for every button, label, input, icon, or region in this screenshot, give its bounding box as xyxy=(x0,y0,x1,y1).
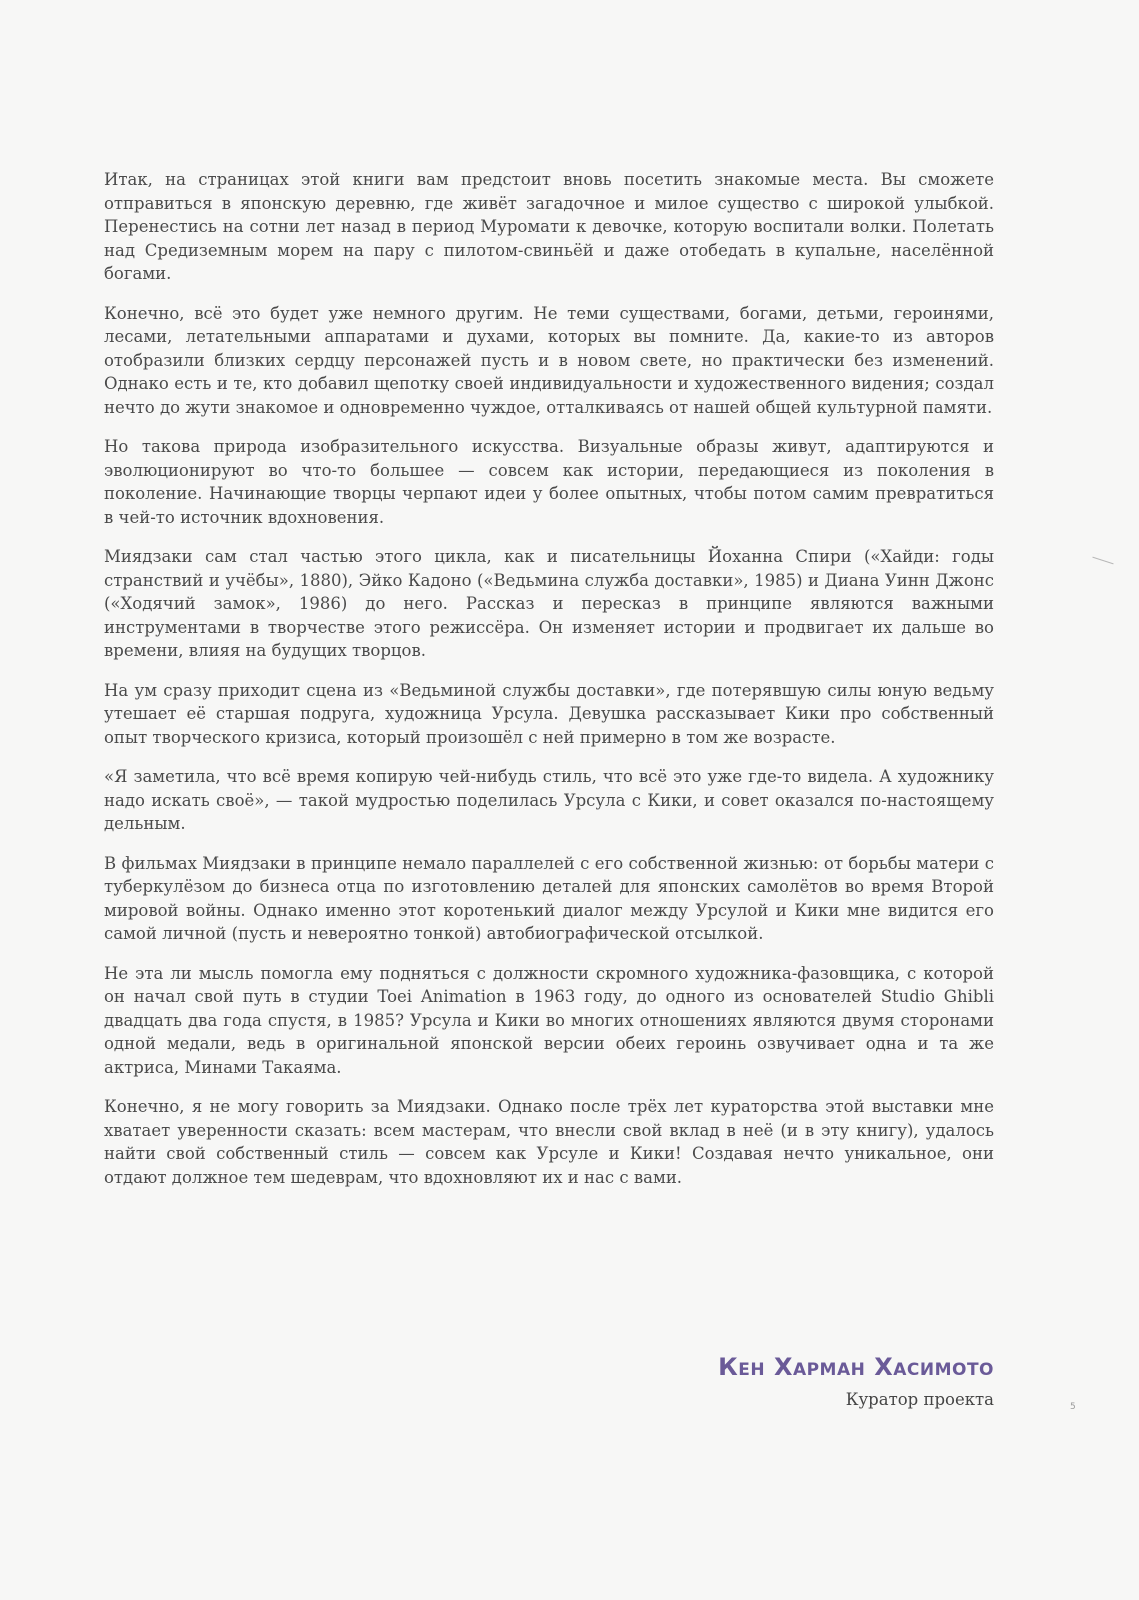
body-text xyxy=(104,168,994,1205)
page-edge-mark xyxy=(1092,557,1113,565)
paragraph: В фильмах Миядзаки в принципе немало параллелей с его собственной жизнью: от борьбы матери с туберкулёзом до бизнеса отца по изготовлению деталей для японских самолётов во время Второй мировой войны. Однако именно этот коротенький диалог между Урсулой и Кики мне видится его самой личной (пусть и невероятно тонкой) автобиографической отсылкой. xyxy=(104,853,994,943)
signature-block xyxy=(718,1352,994,1412)
paragraph: Не эта ли мысль помогла ему подняться с должности скромного художника-фазовщика, с которой он начал свой путь в студии Toei Animation в 1963 году, до одного из основателей Studio Ghibli двадцать два года спустя, в 1985? Урсула и Кики во многих отношениях являются двумя сторонами одной медали, ведь в оригинальной японской версии обеих героинь озвучивает одна и та же актриса, Минами Такаяма. xyxy=(104,963,994,1077)
paragraph: Миядзаки сам стал частью этого цикла, как и писательницы Йоханна Спири («Хайди: годы странствий и учёбы», 1880), Эйко Кадоно («Ведьмина служба доставки», 1985) и Диана Уинн Джонс («Ходячий замок», 1986) до него. Рассказ и пересказ в принципе являются важными инструментами в творчестве этого режиссёра. Он изменяет истории и продвигает их дальше во времени, влияя на будущих творцов. xyxy=(104,547,994,660)
paragraph: Но такова природа изобразительного искусства. Визуальные образы живут, адаптируются и эволюционируют во что-то большее — совсем как истории, передающиеся из поколения в поколение. Начинающие творцы черпают идеи у более опытных, чтобы потом самим превратиться в чей-то источник вдохновения. xyxy=(104,437,994,527)
page-number: 5 xyxy=(1070,1402,1076,1412)
paragraph: Конечно, всё это будет уже немного другим. Не теми существами, богами, детьми, героинями, лесами, летательными аппаратами и духами, которых вы помните. Да, какие-то из авторов отобразили близких сердцу персонажей пусть и в новом свете, но практически без изменений. Однако есть и те, кто добавил щепотку своей индивидуальности и художественного видения; создал нечто до жути знакомое и одновременно чуждое, отталкиваясь от нашей общей культурной памяти. xyxy=(104,303,994,417)
author-name: Кен Харман Хасимото xyxy=(718,1353,994,1381)
paragraph: На ум сразу приходит сцена из «Ведьминой службы доставки», где потерявшую силы юную ведьму утешает её старшая подруга, художница Урсула. Девушка рассказывает Кики про собственный опыт творческого кризиса, который произошёл с ней примерно в том же возрасте. xyxy=(104,680,994,747)
author-role: Куратор проекта xyxy=(845,1390,994,1409)
paragraph: Итак, на страницах этой книги вам предстоит вновь посетить знакомые места. Вы сможете отправиться в японскую деревню, где живёт загадочное и милое существо с широкой улыбкой. Перенестись на сотни лет назад в период Муромати к девочке, которую воспитали волки. Полетать над Средиземным морем на пару с пилотом-свиньёй и даже отобедать в купальне, населённой богами. xyxy=(104,170,994,283)
paragraph: «Я заметила, что всё время копирую чей-нибудь стиль, что всё это уже где-то видела. А художнику надо искать своё», — такой мудростью поделилась Урсула с Кики, и совет оказался по-настоящему дельным. xyxy=(104,767,994,833)
paragraph: Конечно, я не могу говорить за Миядзаки. Однако после трёх лет кураторства этой выставки мне хватает уверенности сказать: всем мастерам, что внесли свой вклад в неё (и в эту книгу), удалось найти свой собственный стиль — совсем как Урсуле и Кики! Создавая нечто уникальное, они отдают должное тем шедеврам, что вдохновляют их и нас с вами. xyxy=(104,1097,994,1187)
